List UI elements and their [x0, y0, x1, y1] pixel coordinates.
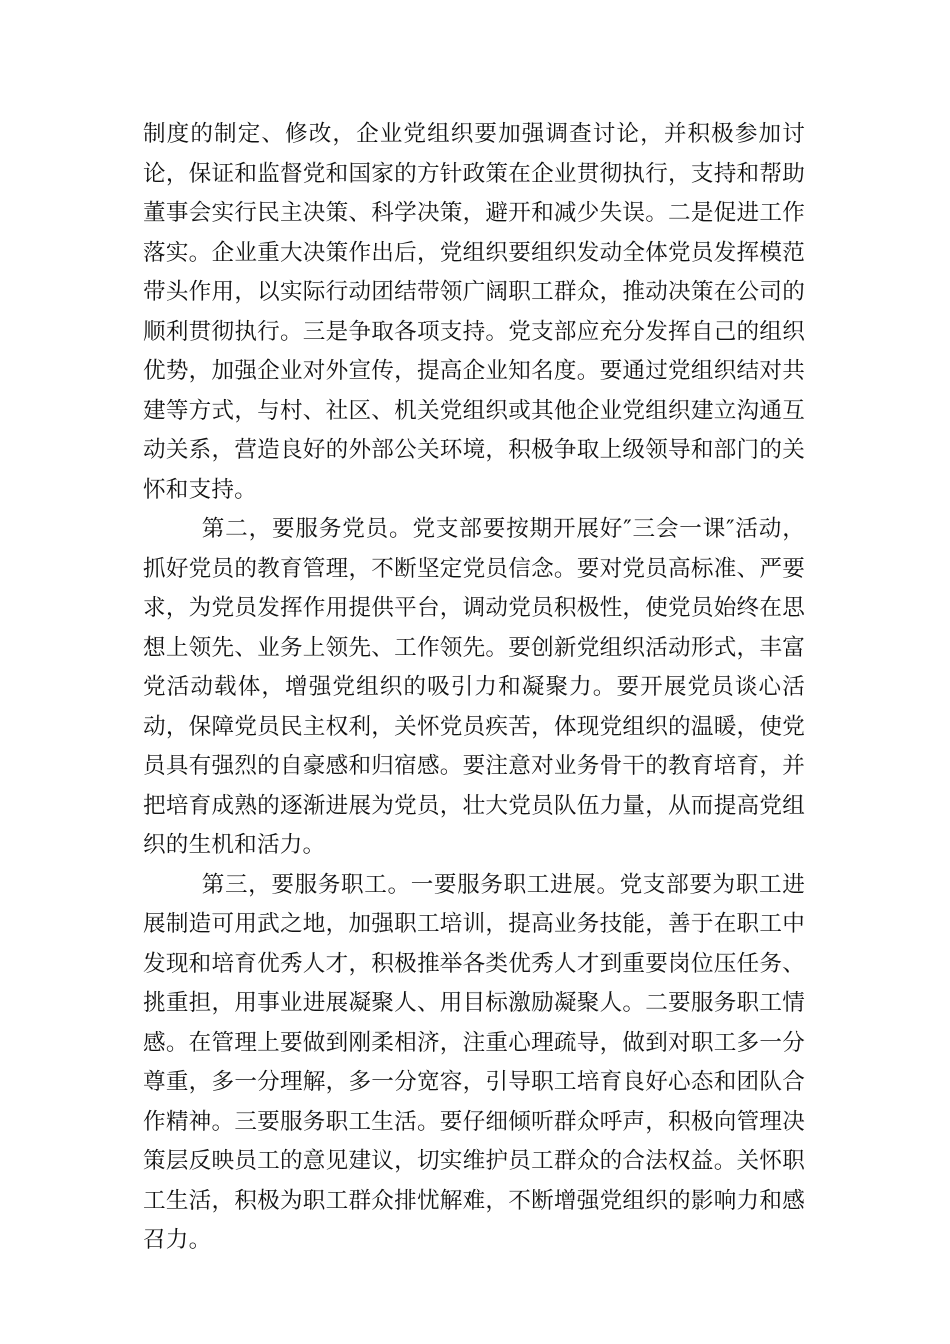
paragraph-decision-support: 制度的制定、修改，企业党组织要加强调查讨论，并积极参加讨论，保证和监督党和国家的方针政策在企业贯彻执行，支持和帮助董事会实行民主决策、科学决策，避开和减少失误。二是促进工作落实。企业重大决策作出后，党组织要组织发动全体党员发挥模范带头作用，以实际行动团结带领广阔职工群众，推动决策在公司的顺利贯彻执行。三是争取各项支持。党支部应充分发挥自己的组织优势，加强企业对外宣传，提高企业知名度。要通过党组织结对共建等方式，与村、社区、机关党组织或其他企业党组织建立沟通互动关系，营造良好的外部公关环境，积极争取上级领导和部门的关怀和支持。 [143, 121, 805, 503]
paragraph-serve-employees: 第三，要服务职工。一要服务职工进展。党支部要为职工进展制造可用武之地，加强职工培训，提高业务技能，善于在职工中发现和培育优秀人才，积极推举各类优秀人才到重要岗位压任务、挑重担，用事业进展凝聚人、用目标激励凝聚人。二要服务职工情感。在管理上要做到刚柔相济，注重心理疏导，做到对职工多一分尊重，多一分理解，多一分宽容，引导职工培育良好心态和团队合作精神。三要服务职工生活。要仔细倾听群众呼声，积极向管理决策层反映员工的意见建议，切实维护员工群众的合法权益。关怀职工生活，积极为职工群众排忧解难，不断增强党组织的影响力和感召力。 [143, 871, 805, 1253]
paragraph-serve-party-members: 第二，要服务党员。党支部要按期开展好″三会一课″活动，抓好党员的教育管理，不断坚定党员信念。要对党员高标准、严要求，为党员发挥作用提供平台，调动党员积极性，使党员始终在思想上领先、业务上领先、工作领先。要创新党组织活动形式，丰富党活动载体，增强党组织的吸引力和凝聚力。要开展党员谈心活动，保障党员民主权利，关怀党员疾苦，体现党组织的温暖，使党员具有强烈的自豪感和归宿感。要注意对业务骨干的教育培育，并把培育成熟的逐渐进展为党员，壮大党员队伍力量，从而提高党组织的生机和活力。 [143, 516, 805, 858]
document-page [143, 115, 805, 1261]
